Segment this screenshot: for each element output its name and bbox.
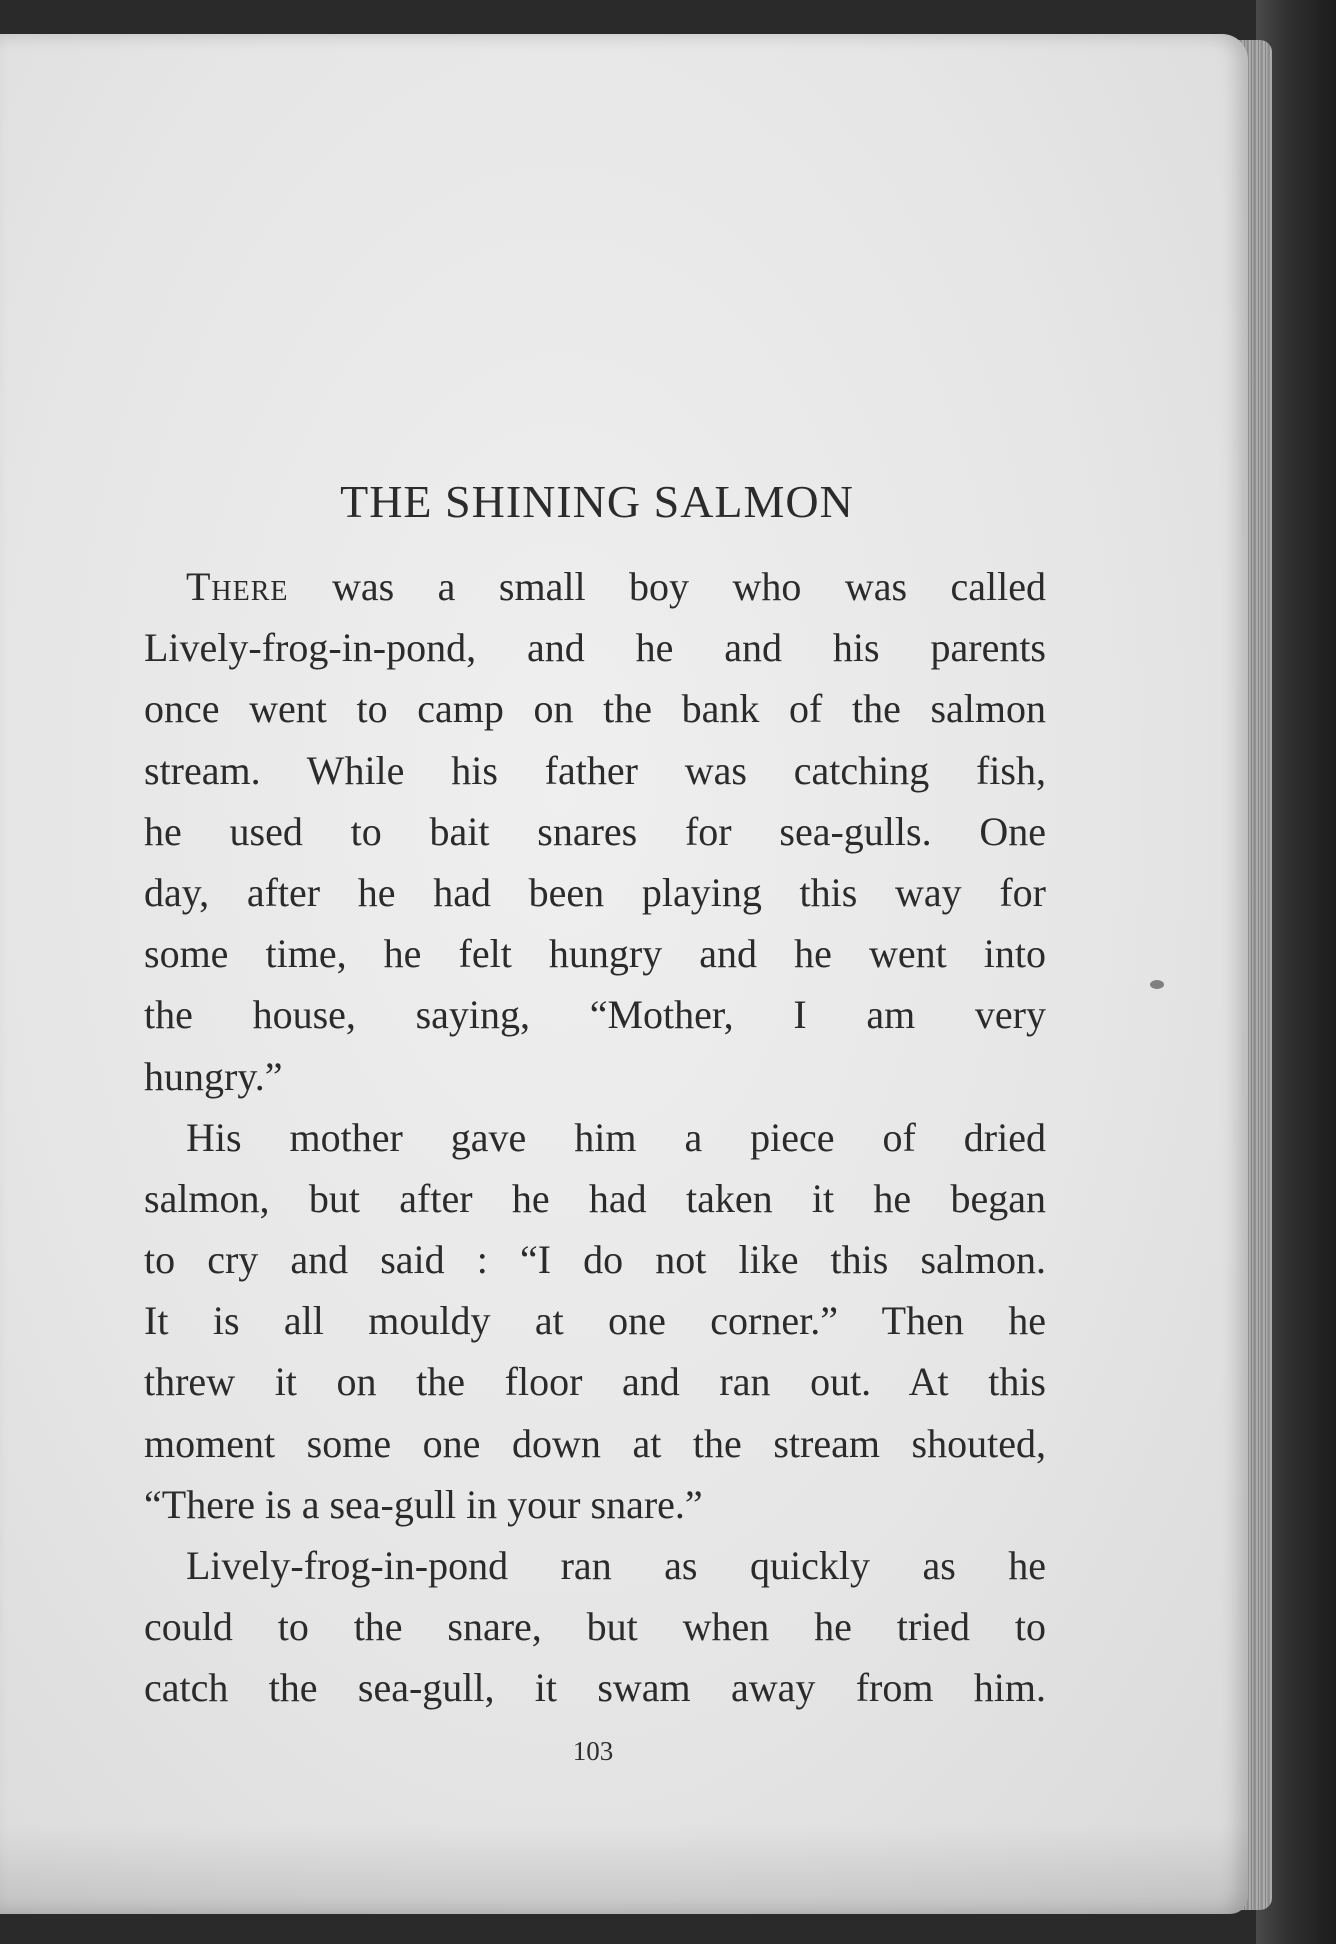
drop-word: There (186, 564, 289, 609)
text-line: hungry.” (144, 1053, 283, 1099)
text-line: day, after he had been playing this way for (144, 869, 1046, 915)
text-line: salmon, but after he had taken it he began (144, 1175, 1046, 1221)
paragraph-3 (144, 1535, 1046, 1719)
text-line: Lively-frog-in-pond, and he and his parents (144, 625, 1046, 671)
text-line: the house, saying, “Mother, I am very (144, 992, 1046, 1038)
text-line: Lively-frog-in-pond ran as quickly as he (186, 1543, 1046, 1588)
page-number: 103 (572, 1736, 614, 1766)
text-line (144, 556, 1046, 617)
page-shadow (0, 1824, 1248, 1914)
page-text (144, 470, 1046, 1719)
text-line: moment some one down at the stream shouted, (144, 1420, 1046, 1466)
text-line: His mother gave him a piece of dried (186, 1114, 1046, 1160)
text-line-content: was a small boy who was called (288, 564, 1046, 609)
text-line: to cry and said : “I do not like this salmon. (144, 1237, 1046, 1283)
text-line: some time, he felt hungry and he went into (144, 931, 1046, 977)
text-line: once went to camp on the bank of the salmon (144, 686, 1046, 732)
text-line: could to the snare, but when he tried to (144, 1604, 1046, 1650)
paragraph-1 (144, 556, 1046, 1107)
ink-speck (1150, 980, 1164, 989)
text-line: It is all mouldy at one corner.” Then he (144, 1298, 1046, 1344)
text-line: he used to bait snares for sea-gulls. One (144, 808, 1046, 854)
text-line: catch the sea-gull, it swam away from him. (144, 1665, 1046, 1711)
chapter-title: THE SHINING SALMON (340, 476, 854, 527)
text-line: threw it on the floor and ran out. At this (144, 1359, 1046, 1405)
paragraph-2 (144, 1107, 1046, 1535)
book-page (0, 34, 1248, 1914)
text-line: “There is a sea-gull in your snare.” (144, 1481, 703, 1527)
text-line: stream. While his father was catching fish, (144, 747, 1046, 793)
